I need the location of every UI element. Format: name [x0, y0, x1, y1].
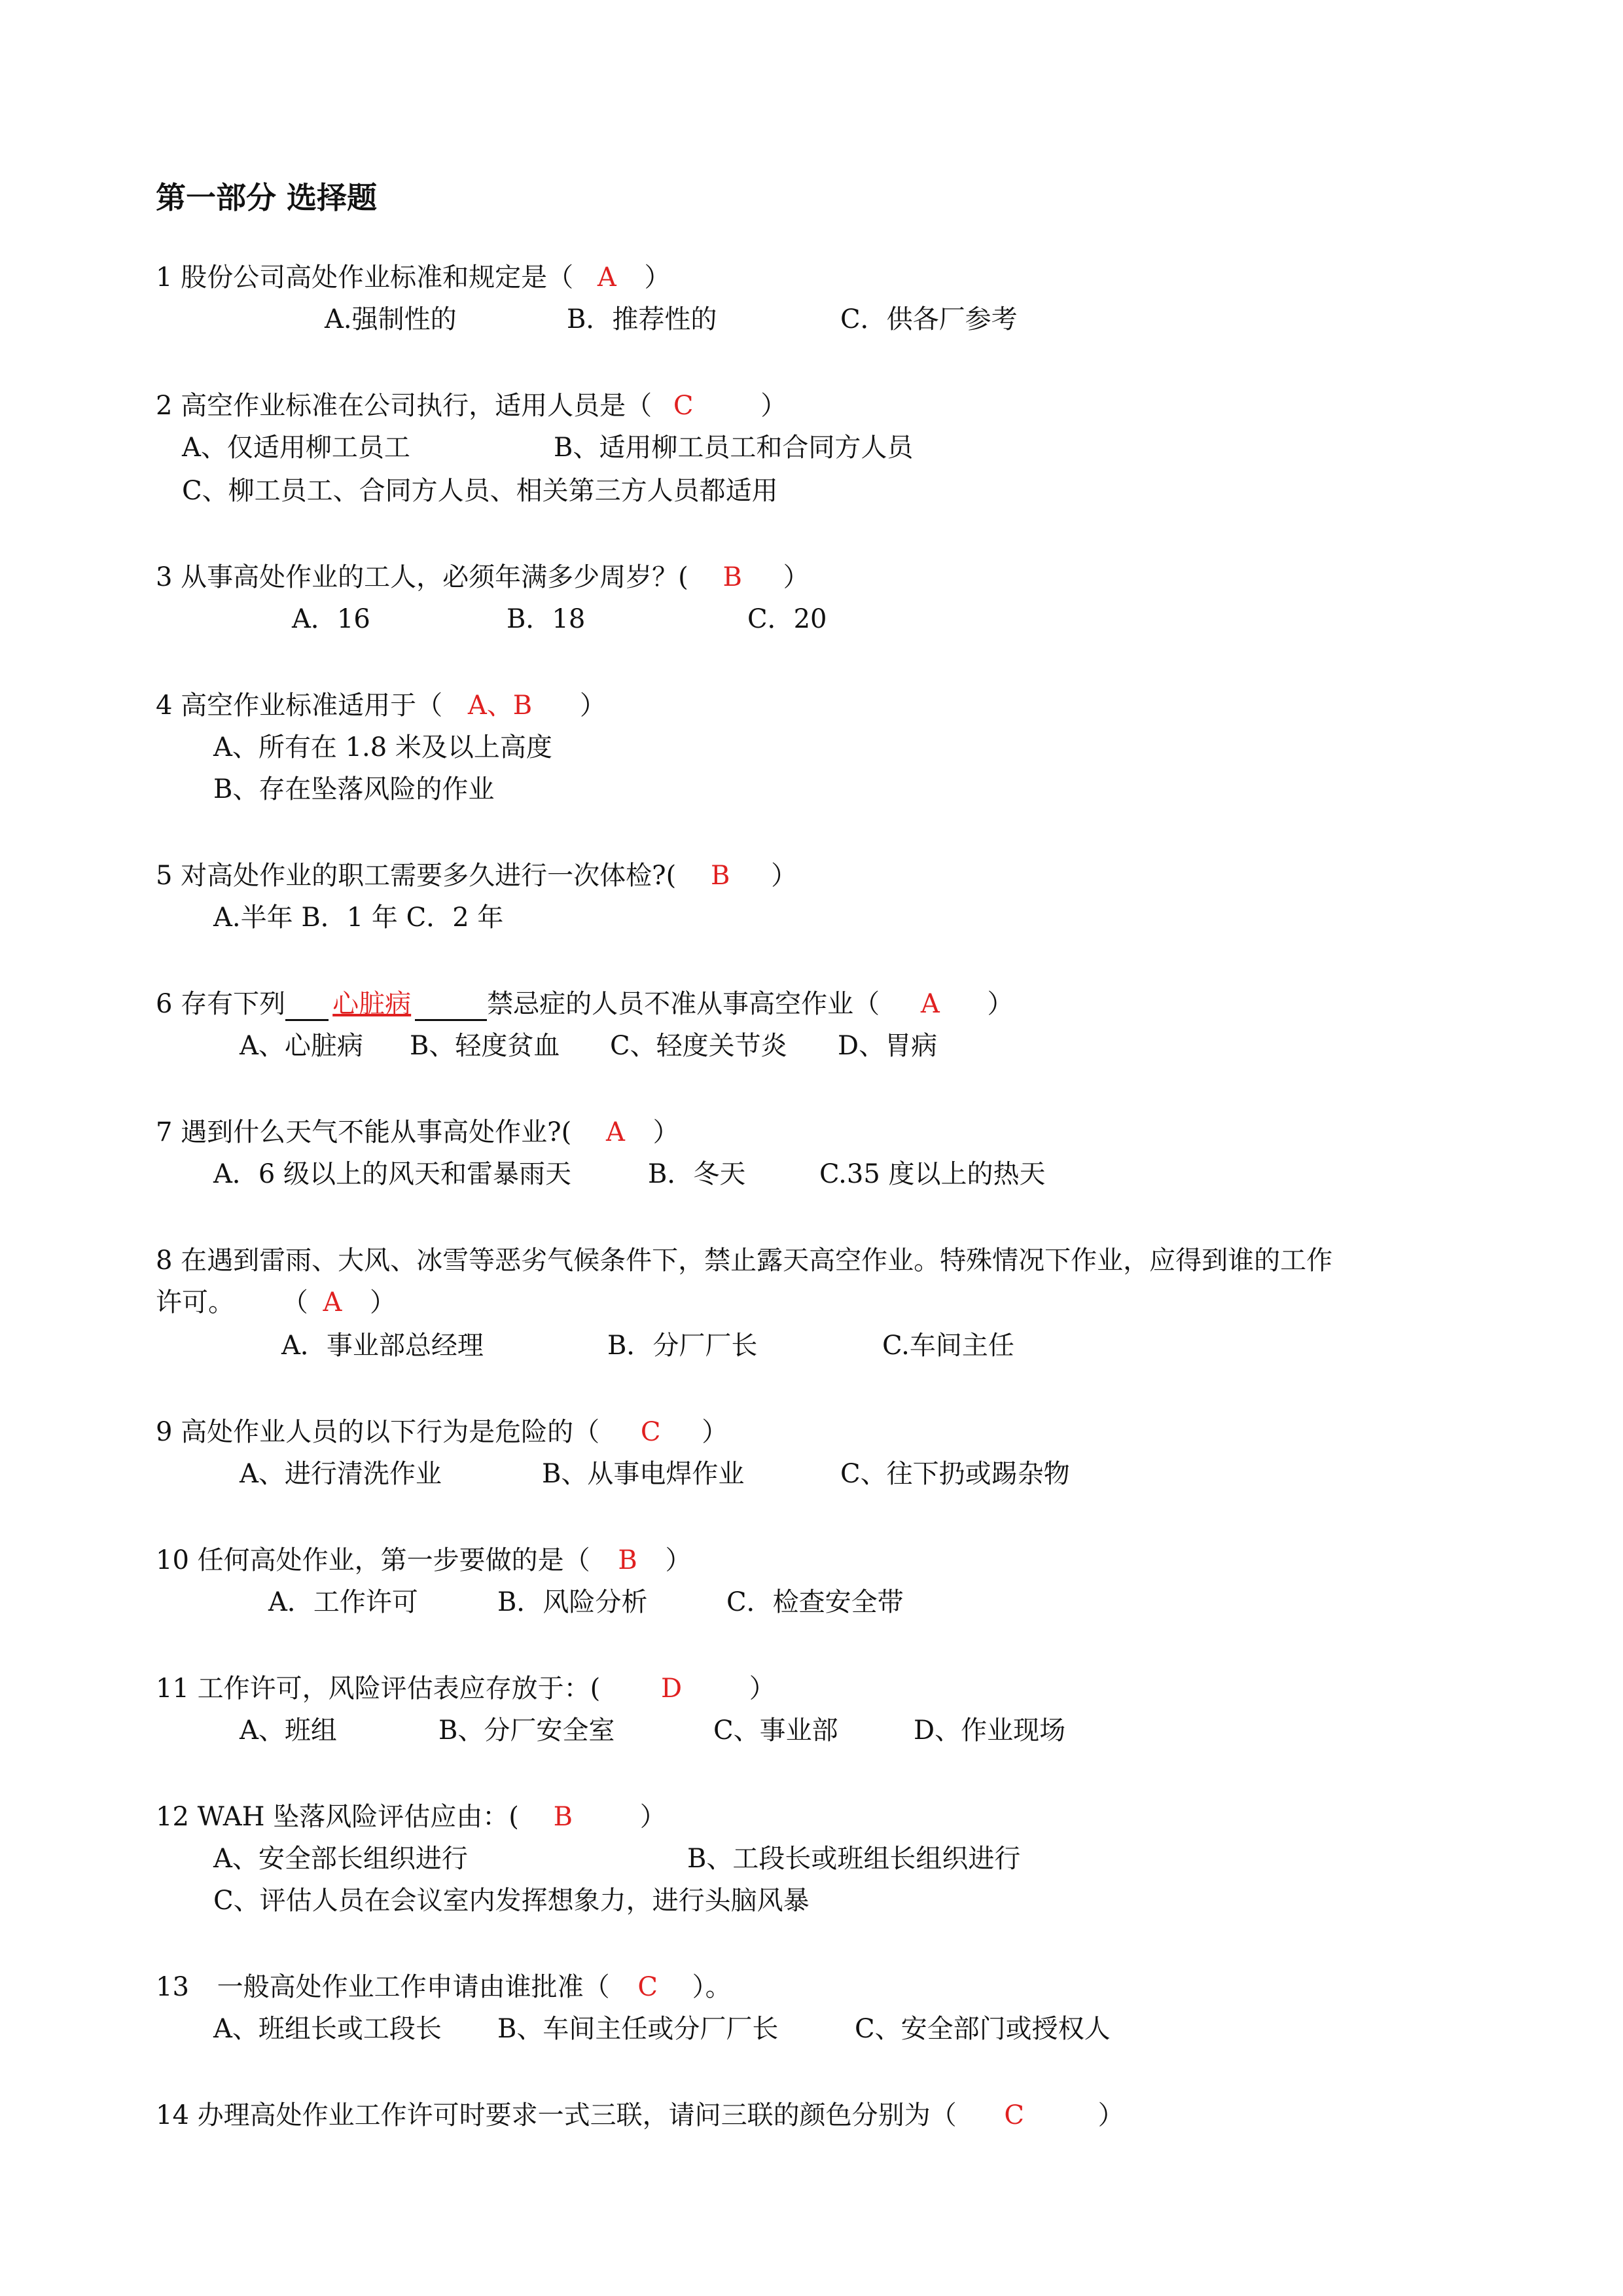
- option: C、事业部: [713, 1715, 838, 1746]
- options-line: [507, 602, 585, 636]
- answer-mark: A: [920, 989, 940, 1019]
- question-number: 13: [156, 1972, 189, 2002]
- options-line: [554, 431, 913, 465]
- option: C．检查安全带: [726, 1587, 904, 1617]
- answer-mark: C: [1004, 2100, 1024, 2130]
- options-line: [726, 1585, 904, 1619]
- options-line: [607, 1329, 757, 1363]
- question-stem: 从事高处作业的工人，必须年满多少周岁？(: [181, 562, 688, 592]
- answer-mark: D: [660, 1674, 683, 1704]
- options-line: [213, 1842, 468, 1876]
- question-close: ）: [771, 861, 798, 891]
- question-close: ）: [783, 562, 810, 592]
- options-line: [268, 1585, 418, 1619]
- question-stem: 一般高处作业工作申请由谁批准（: [217, 1972, 610, 2002]
- question-close: ）: [579, 691, 606, 721]
- option: A.强制性的: [325, 304, 457, 334]
- options-line: [213, 1157, 571, 1191]
- answer-mark: B: [618, 1545, 637, 1575]
- question-number: 9: [156, 1417, 173, 1447]
- option: A、仅适用柳工员工: [182, 433, 410, 463]
- options-line: [182, 474, 778, 508]
- question-number: 5: [156, 861, 173, 891]
- options-line: [713, 1713, 838, 1748]
- question-stem: 存有下列: [181, 989, 286, 1019]
- options-line: [567, 302, 717, 336]
- options-line: [325, 302, 457, 336]
- option: B、适用柳工员工和合同方人员: [554, 433, 914, 463]
- options-line: [840, 1457, 1070, 1491]
- blank-underline: [415, 990, 487, 1021]
- question-stem: 遇到什么天气不能从事高处作业?(: [181, 1117, 572, 1147]
- answer-mark: B: [710, 861, 730, 891]
- options-line: [213, 901, 503, 935]
- question-close: ）: [665, 1545, 692, 1575]
- options-line: [610, 1029, 787, 1063]
- question-open: （: [281, 1287, 308, 1318]
- option: C、柳工员工、合同方人员、相关第三方人员都适用: [182, 476, 778, 506]
- question-stem: 对高处作业的职工需要多久进行一次体检?(: [181, 861, 677, 891]
- option: A、班组: [240, 1715, 337, 1746]
- options-line: [240, 1029, 363, 1063]
- option: C．供各厂参考: [840, 304, 1018, 334]
- options-line: [292, 602, 370, 636]
- answer-mark: B: [722, 562, 742, 592]
- question-stem: 股份公司高处作业标准和规定是（: [181, 262, 574, 293]
- options-line: [497, 1585, 647, 1619]
- question-number: 1: [156, 262, 173, 293]
- option: B、工段长或班组长组织进行: [687, 1844, 1021, 1874]
- option: B、从事电焊作业: [542, 1459, 745, 1489]
- question-number: 10: [156, 1545, 189, 1575]
- options-line: [648, 1157, 745, 1191]
- options-line: [213, 772, 494, 806]
- question-number: 11: [156, 1674, 189, 1704]
- question-2: [156, 389, 787, 423]
- options-line: [838, 1029, 937, 1063]
- section-title: 第一部分 选择题: [156, 180, 378, 215]
- question-number: 14: [156, 2100, 189, 2130]
- question-14: [156, 2098, 1124, 2132]
- option: A、安全部长组织进行: [213, 1844, 468, 1874]
- question-stem: 办理高处作业工作许可时要求一式三联，请问三联的颜色分别为（: [197, 2100, 957, 2130]
- question-close: ）: [652, 1117, 679, 1147]
- option: C、轻度关节炎: [610, 1031, 787, 1061]
- option: A、心脏病: [240, 1031, 363, 1061]
- question-8: [156, 1244, 1332, 1278]
- question-11: [156, 1672, 776, 1706]
- question-stem: 工作许可，风险评估表应存放于：(: [197, 1674, 601, 1704]
- answer-mark: B: [553, 1802, 573, 1832]
- options-line: [240, 1713, 337, 1748]
- option: C、安全部门或授权人: [855, 2014, 1111, 2044]
- option: D、作业现场: [914, 1715, 1066, 1746]
- options-line: [819, 1157, 1046, 1191]
- question-stem: 高处作业人员的以下行为是危险的（: [181, 1417, 600, 1447]
- options-line: [213, 730, 552, 764]
- question-5: [156, 859, 797, 893]
- question-number: 2: [156, 391, 173, 421]
- question-stem: 高空作业标准在公司执行，适用人员是（: [181, 391, 652, 421]
- question-number: 6: [156, 989, 173, 1019]
- option: B、车间主任或分厂厂长: [497, 2014, 779, 2044]
- question-10: [156, 1543, 691, 1577]
- question-close: ）: [987, 989, 1014, 1019]
- question-number: 8: [156, 1246, 173, 1276]
- options-line: [281, 1329, 484, 1363]
- question-number: 4: [156, 691, 173, 721]
- options-line: [840, 302, 1018, 336]
- answer-mark: C: [673, 391, 694, 421]
- answer-mark: C: [640, 1417, 661, 1447]
- question-number: 3: [156, 562, 173, 592]
- question-7: [156, 1115, 679, 1149]
- option: A．16: [292, 604, 370, 634]
- question-6: [156, 987, 1014, 1021]
- option: C.车间主任: [882, 1331, 1014, 1361]
- question-close: ）: [639, 1802, 666, 1832]
- question-stem: 禁忌症的人员不准从事高空作业（: [487, 989, 880, 1019]
- question-close: ）: [749, 1674, 776, 1704]
- question-close: ）: [370, 1287, 397, 1318]
- option: A．工作许可: [268, 1587, 418, 1617]
- option: B．风险分析: [497, 1587, 648, 1617]
- option: A、班组长或工段长: [213, 2014, 442, 2044]
- option: D、胃病: [838, 1031, 938, 1061]
- question-close: ）。: [692, 1972, 732, 2002]
- blank-underline: [285, 990, 329, 1021]
- option: A、进行清洗作业: [240, 1459, 442, 1489]
- option: B．18: [507, 604, 586, 634]
- answer-mark: A、B: [467, 691, 533, 721]
- question-stem: 许可。: [156, 1287, 234, 1318]
- question-number: 7: [156, 1117, 173, 1147]
- question-4: [156, 689, 606, 723]
- answer-mark: A: [597, 262, 616, 293]
- options-line: [882, 1329, 1014, 1363]
- option: C、往下扔或踢杂物: [840, 1459, 1070, 1489]
- option: B．冬天: [648, 1159, 746, 1189]
- question-9: [156, 1415, 728, 1449]
- question-stem: 高空作业标准适用于（: [181, 691, 443, 721]
- question-stem: 在遇到雷雨、大风、冰雪等恶劣气候条件下，禁止露天高空作业。特殊情况下作业，应得到谁的工作: [181, 1246, 1333, 1276]
- option: C.35 度以上的热天: [819, 1159, 1046, 1189]
- option: B、存在坠落风险的作业: [213, 774, 495, 804]
- option: B．分厂厂长: [607, 1331, 758, 1361]
- question-1: [156, 260, 671, 295]
- options-line: [914, 1713, 1065, 1748]
- options-line: [438, 1713, 615, 1748]
- fill-answer: 心脏病: [332, 989, 412, 1019]
- options-line: [855, 2012, 1111, 2046]
- question-close: ）: [1097, 2100, 1124, 2130]
- option: B．推荐性的: [567, 304, 717, 334]
- options-line: [410, 1029, 560, 1063]
- answer-mark: A: [323, 1287, 342, 1318]
- question-stem: WAH 坠落风险评估应由：(: [197, 1802, 519, 1832]
- question-3: [156, 560, 810, 594]
- options-line: [542, 1457, 744, 1491]
- question-12: [156, 1800, 666, 1834]
- question-close: ）: [702, 1417, 728, 1447]
- options-line: [687, 1842, 1020, 1876]
- option: A.半年 B．1 年 C．2 年: [213, 903, 504, 933]
- answer-mark: C: [637, 1972, 658, 2002]
- option: A、所有在 1.8 米及以上高度: [213, 732, 552, 762]
- option: B、轻度贫血: [410, 1031, 560, 1061]
- question-close: ）: [644, 262, 671, 293]
- answer-mark: A: [605, 1117, 625, 1147]
- option: A．事业部总经理: [281, 1331, 484, 1361]
- option: C、评估人员在会议室内发挥想象力，进行头脑风暴: [213, 1886, 810, 1916]
- option: A．6 级以上的风天和雷暴雨天: [213, 1159, 572, 1189]
- option: C．20: [747, 604, 827, 634]
- options-line: [747, 602, 827, 636]
- question-13: [156, 1970, 732, 2004]
- options-line: [497, 2012, 778, 2046]
- options-line: [240, 1457, 442, 1491]
- option: B、分厂安全室: [438, 1715, 615, 1746]
- question-number: 12: [156, 1802, 189, 1832]
- question-close: ）: [760, 391, 787, 421]
- question-8-continued: [156, 1285, 396, 1319]
- question-stem: 任何高处作业，第一步要做的是（: [197, 1545, 590, 1575]
- options-line: [213, 1884, 810, 1918]
- options-line: [213, 2012, 442, 2046]
- options-line: [182, 431, 410, 465]
